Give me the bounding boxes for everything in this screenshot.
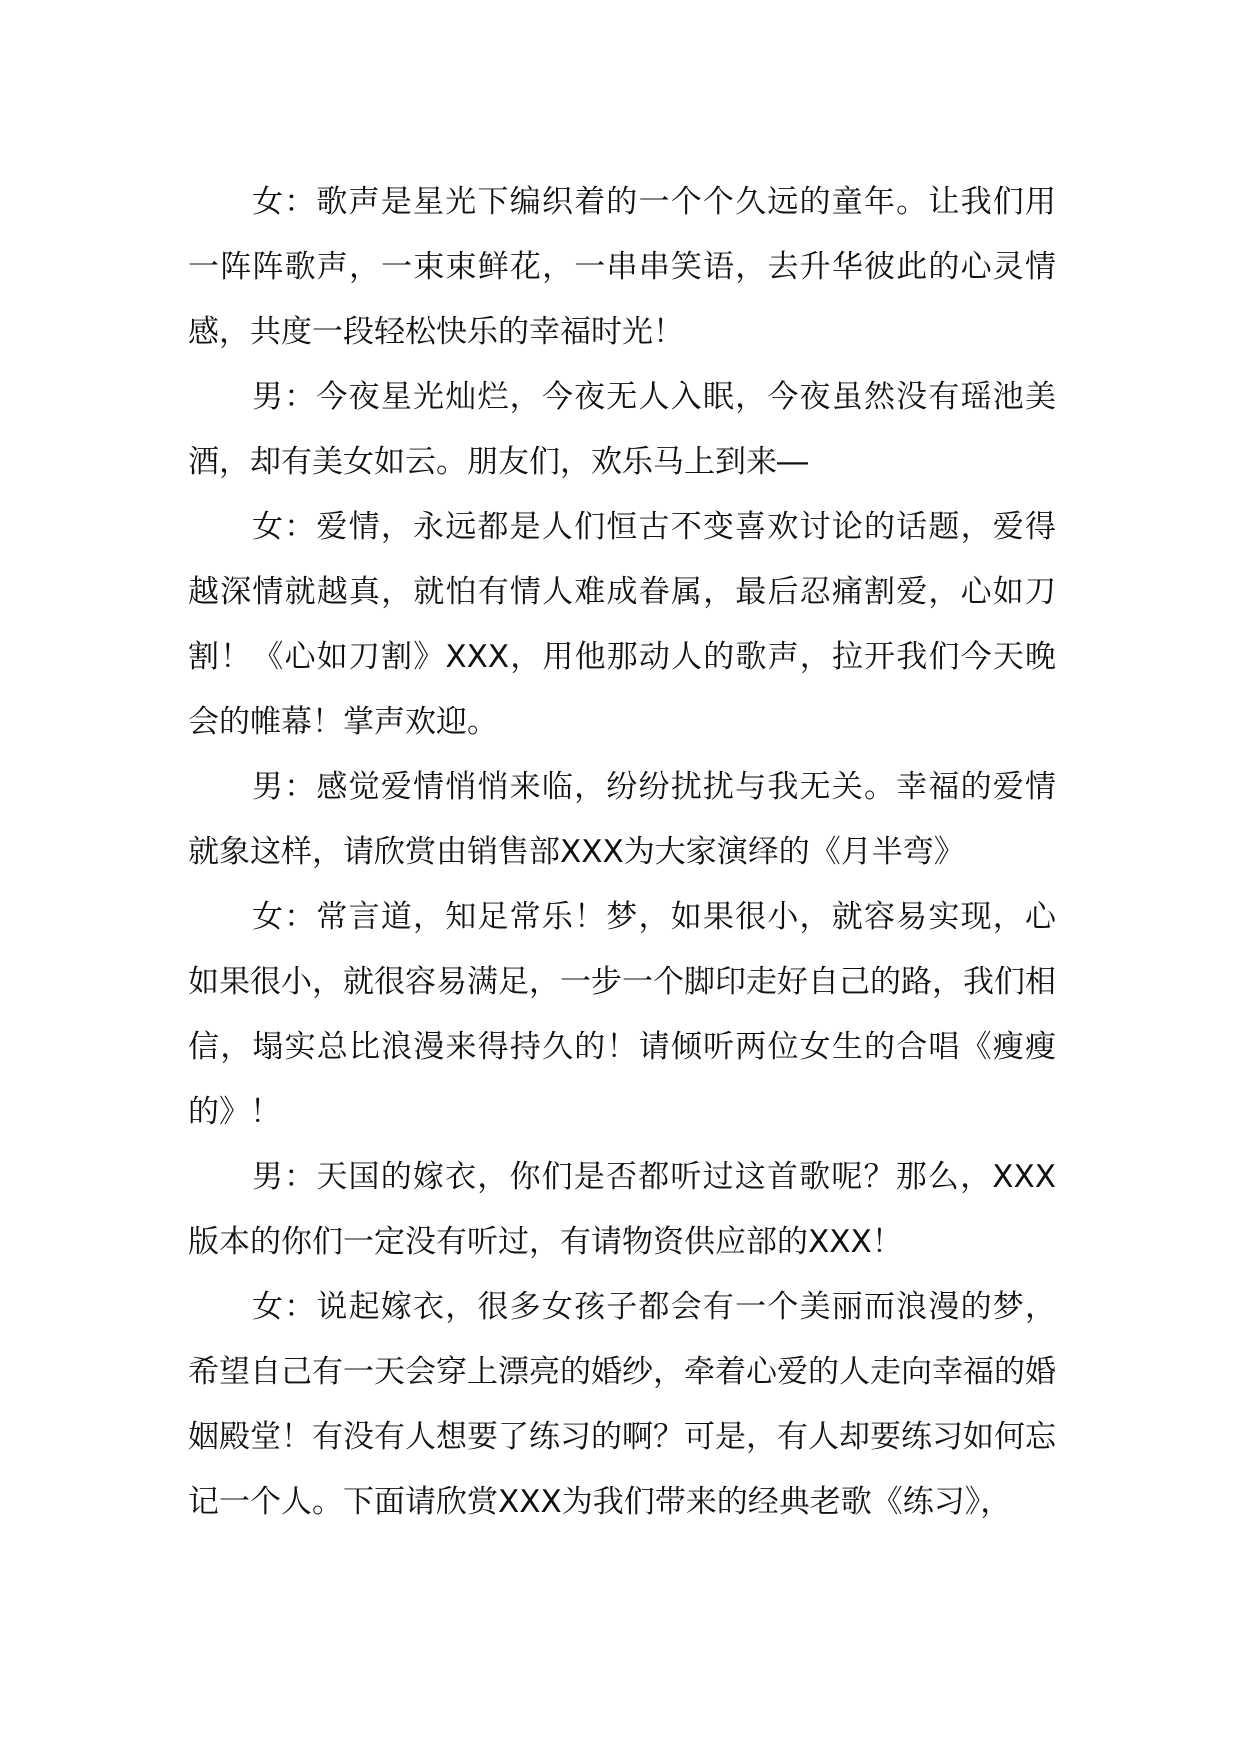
paragraph-3: 女：爱情，永远都是人们恒古不变喜欢讨论的话题，爱得越深情就越真，就怕有情人难成眷属，最后忍痛割爱，心如刀割！《心如刀割》XXX，用他那动人的歌声，拉开我们今天晚会的帷幕！掌声欢迎。 [188, 509, 1056, 740]
paragraph-6: 男：天国的嫁衣，你们是否都听过这首歌呢？那么，XXX版本的你们一定没有听过，有请物资供应部的XXX！ [188, 1159, 1056, 1260]
document-body [188, 170, 1056, 1535]
paragraph-7: 女：说起嫁衣，很多女孩子都会有一个美丽而浪漫的梦，希望自己有一天会穿上漂亮的婚纱，牵着心爱的人走向幸福的婚姻殿堂！有没有人想要了练习的啊？可是，有人却要练习如何忘记一个人。下面请欣赏XXX为我们带来的经典老歌《练习》， [188, 1289, 1056, 1520]
paragraph-4: 男：感觉爱情悄悄来临，纷纷扰扰与我无关。幸福的爱情就象这样，请欣赏由销售部XXX为大家演绎的《月半弯》 [188, 769, 1056, 870]
paragraph-5: 女：常言道，知足常乐！梦，如果很小，就容易实现，心如果很小，就很容易满足，一步一个脚印走好自己的路，我们相信，塌实总比浪漫来得持久的！请倾听两位女生的合唱《瘦瘦的》！ [188, 899, 1056, 1130]
paragraph-2: 男：今夜星光灿烂，今夜无人入眠，今夜虽然没有瑶池美酒，却有美女如云。朋友们，欢乐马上到来― [188, 379, 1056, 480]
paragraph-1: 女：歌声是星光下编织着的一个个久远的童年。让我们用一阵阵歌声，一束束鲜花，一串串笑语，去升华彼此的心灵情感，共度一段轻松快乐的幸福时光！ [188, 184, 1056, 350]
